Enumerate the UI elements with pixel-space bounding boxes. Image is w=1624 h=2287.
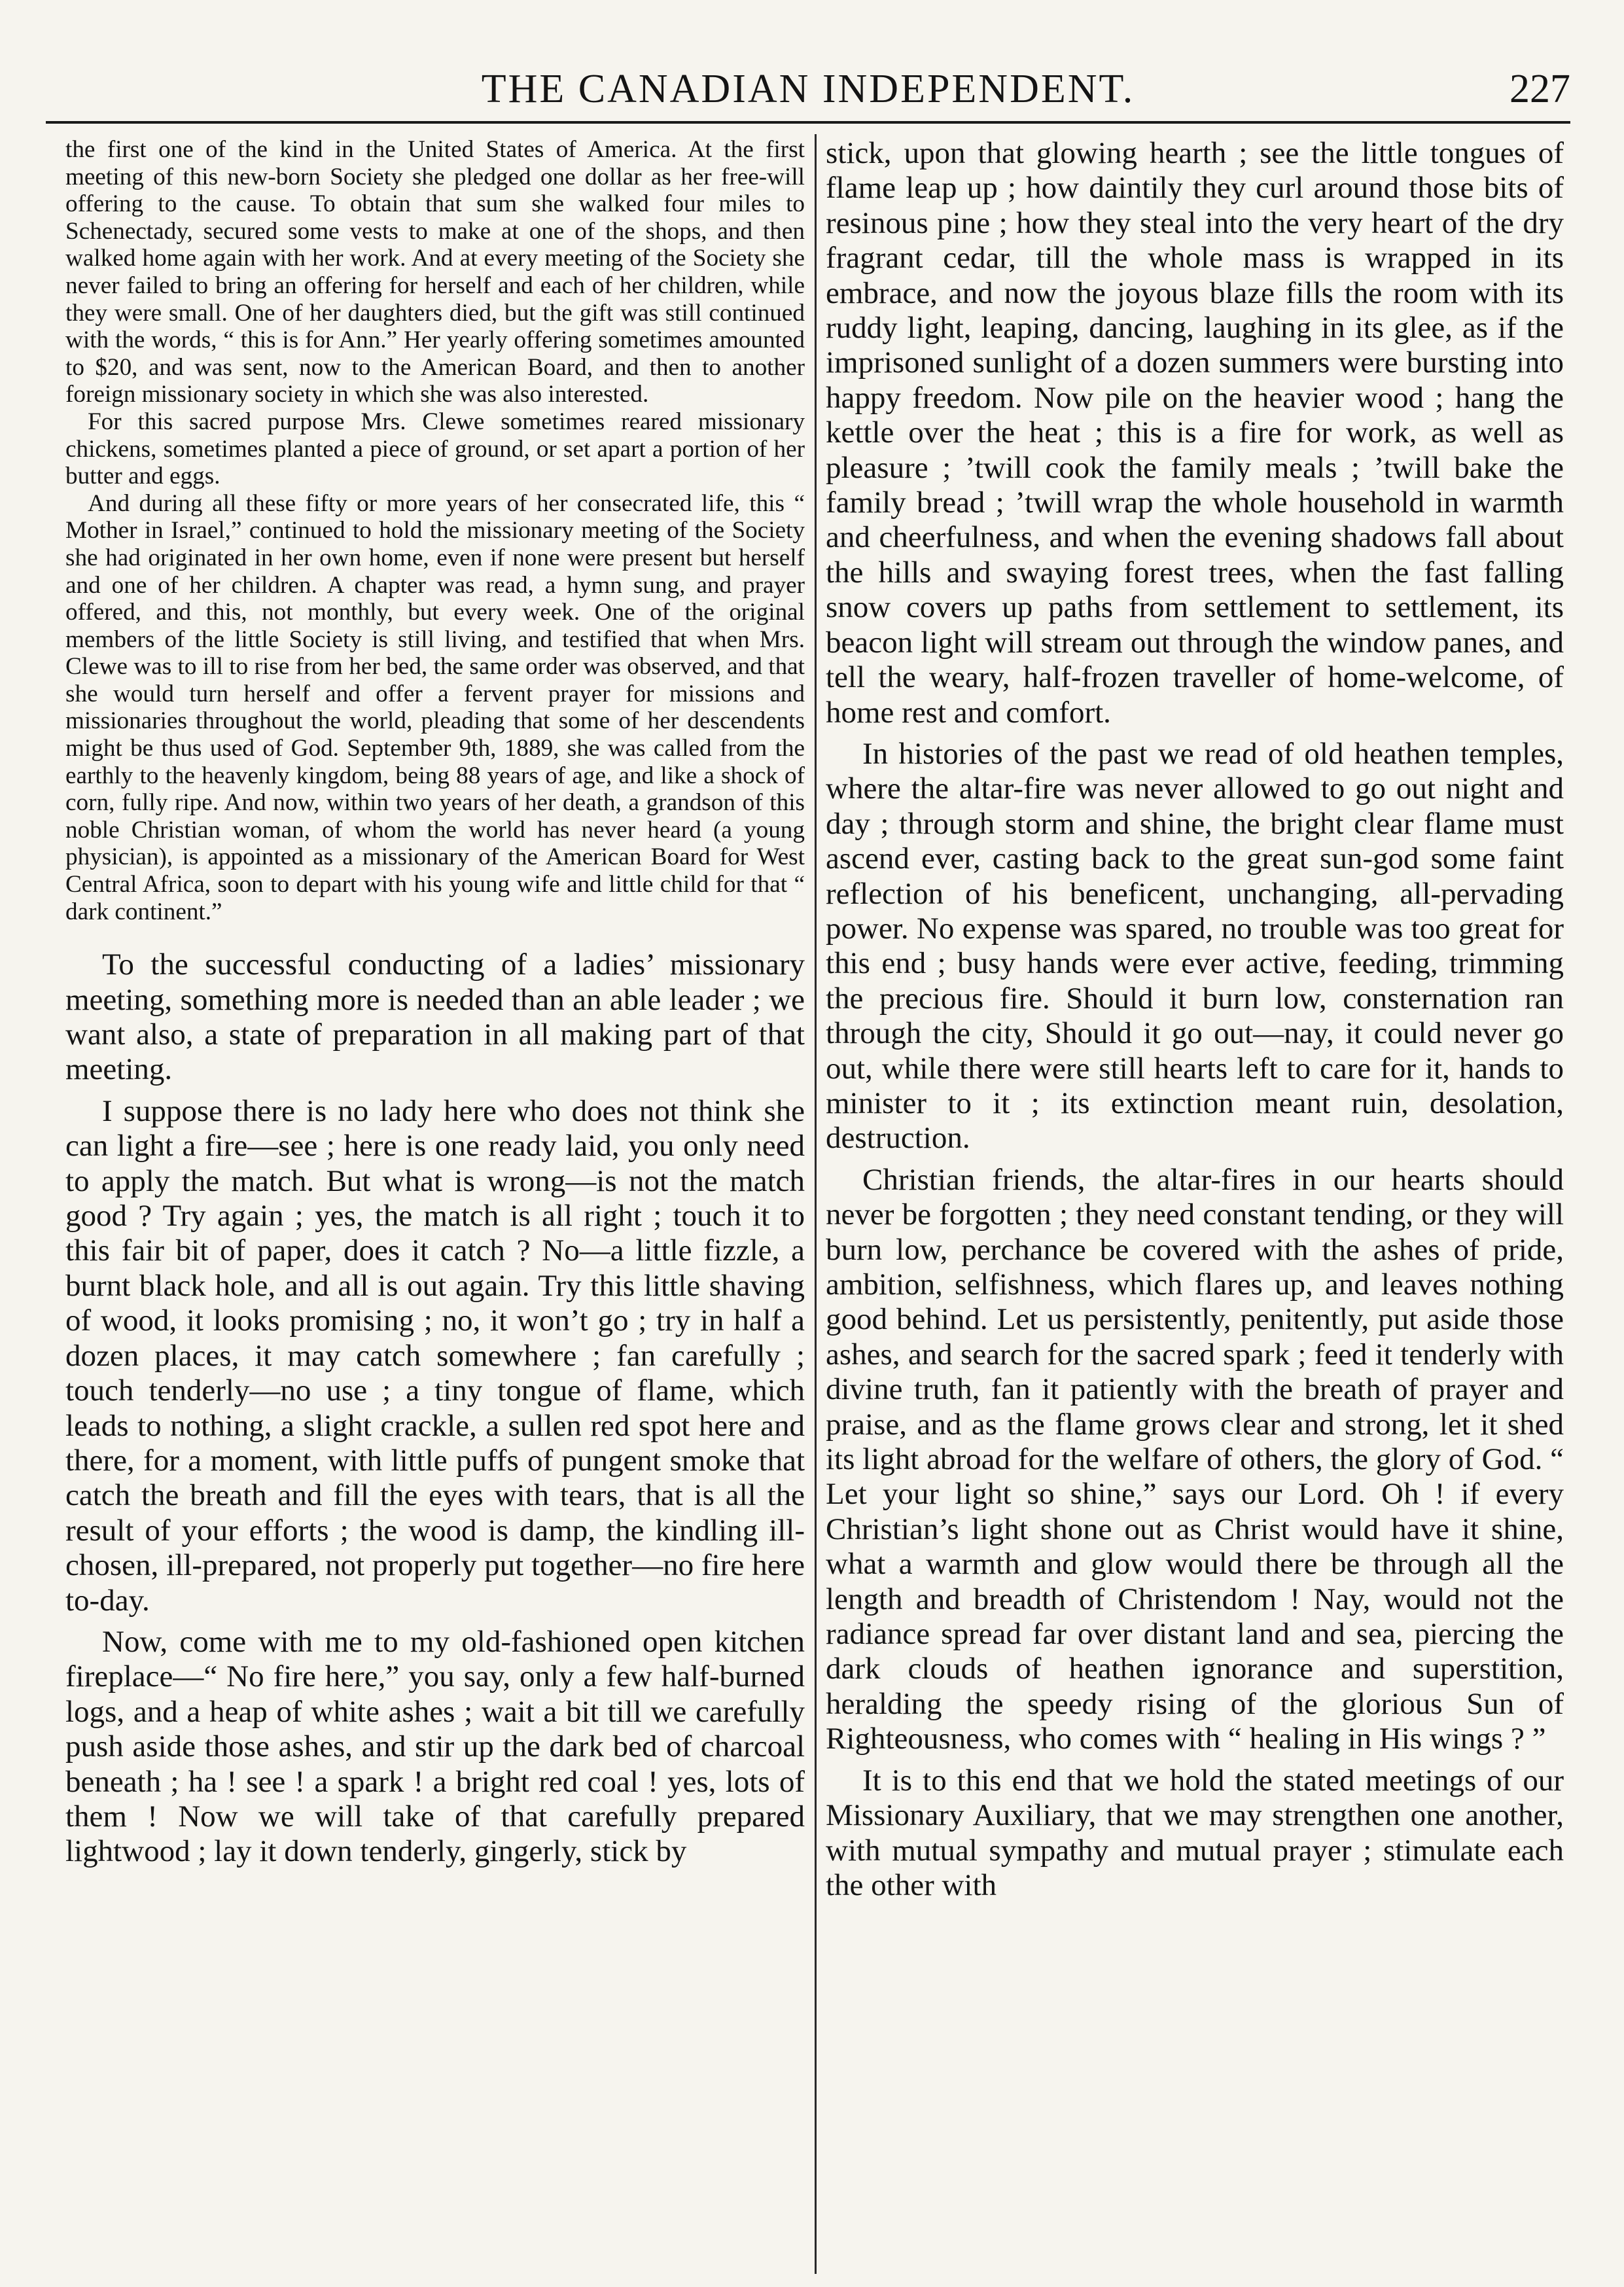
paragraph: Now, come with me to my old-fashioned open kitchen fireplace—“ No fire here,” you say, only a few half-burned logs, and a heap of white ashes ; wait a bit till we carefully push aside those ashes, and stir up the dark bed of charcoal beneath ; ha ! see ! a spark ! a bright red coal ! yes, lots of them ! Now we will take of that carefully prepared lightwood ; lay it down tenderly, gingerly, stick by (65, 1624, 805, 1869)
paragraph: For this sacred purpose Mrs. Clewe sometimes reared missionary chickens, sometimes planted a piece of ground, or set apart a portion of her butter and eggs. (65, 408, 805, 490)
paragraph: It is to this end that we hold the stated meetings of our Missionary Auxiliary, that we may strengthen one another, with mutual sympathy and mutual prayer ; stimulate each the other with (826, 1763, 1564, 1902)
left-column (65, 136, 805, 2269)
essay-block-right (826, 136, 1564, 1903)
page-number: 227 (1509, 67, 1570, 111)
column-divider (815, 134, 817, 2274)
paragraph: In histories of the past we read of old heathen temples, where the altar-fire was never allowed to go out night and day ; through storm and shine, the bright clear flame must ascend ever, casting back to the great sun-god some faint reflection of his beneficent, unchanging, all-pervading power. No expense was spared, no trouble was too great for this end ; busy hands were ever active, feeding, trimming the precious fire. Should it burn low, consternation ran through the city, Should it go out—nay, it could never go out, while there were still hearts left to care for it, hands to minister to it ; its extinction meant ruin, desolation, destruction. (826, 736, 1564, 1156)
paragraph: the first one of the kind in the United States of America. At the first meeting of this new-born Society she pledged one dollar as her free-will offering to the cause. To obtain that sum she walked four miles to Schenectady, secured some vests to make at one of the shops, and then walked home again with her work. And at every meeting of the Society she never failed to bring an offering for herself and each of her children, while they were small. One of her daughters died, but the gift was still continued with the words, “ this is for Ann.” Her yearly offering sometimes amounted to $20, and was sent, now to the American Board, and then to another foreign missionary society in which she was also interested. (65, 136, 805, 408)
right-column (826, 136, 1564, 2269)
obituary-block (65, 136, 805, 925)
paragraph: I suppose there is no lady here who does not think she can light a fire—see ; here is one ready laid, you only need to apply the match. But what is wrong—is not the match good ? Try again ; yes, the match is all right ; touch it to this fair bit of paper, does it catch ? No—a little fizzle, a burnt black hole, and all is out again. Try this little shaving of wood, it looks promising ; no, it won’t go ; try in half a dozen places, it may catch somewhere ; fan carefully ; touch tenderly—no use ; a tiny tongue of flame, which leads to nothing, a slight crackle, a sullen red spot here and there, for a moment, with little puffs of pungent smoke that catch the breath and fill the eyes with tears, that is all the result of your efforts ; the wood is damp, the kindling ill-chosen, ill-prepared, not properly put together—no fire here to-day. (65, 1093, 805, 1618)
paragraph: Christian friends, the altar-fires in our hearts should never be forgotten ; they need constant tending, or they will burn low, perchance be covered with the ashes of pride, ambition, selfishness, which flares up, and leaves nothing good behind. Let us persistently, penitently, put aside those ashes, and search for the sacred spark ; feed it tenderly with divine truth, fan it patiently with the breath of prayer and praise, and as the flame grows clear and strong, let it shed its light abroad for the welfare of others, the glory of God. “ Let your light so shine,” says our Lord. Oh ! if every Christian’s light shone out as Christ would have it shine, what a warmth and glow would there be through all the length and breadth of Christendom ! Nay, would not the radiance spread far over distant land and sea, piercing the dark clouds of heathen ignorance and superstition, heralding the speedy rising of the glorious Sun of Righteousness, who comes with “ healing in His wings ? ” (826, 1162, 1564, 1756)
page-header (46, 62, 1570, 124)
essay-block-left (65, 948, 805, 1870)
paragraph: stick, upon that glowing hearth ; see the little tongues of flame leap up ; how daintily they curl around those bits of resinous pine ; how they steal into the very heart of the dry fragrant cedar, till the whole mass is wrapped in its embrace, and now the joyous blaze fills the room with its ruddy light, leaping, dancing, laughing in its glee, as if the imprisoned sunlight of a dozen summers were bursting into happy freedom. Now pile on the heavier wood ; hang the kettle over the heat ; this is a fire for work, as well as pleasure ; ’twill cook the family meals ; ’twill bake the family bread ; ’twill wrap the whole household in warmth and cheerfulness, and when the evening shadows fall about the hills and swaying forest trees, when the fast falling snow covers up paths from settlement to settlement, its beacon light will stream out through the window panes, and tell the weary, half-frozen traveller of home-welcome, of home rest and comfort. (826, 136, 1564, 730)
paragraph: And during all these fifty or more years of her consecrated life, this “ Mother in Israel,” continued to hold the missionary meeting of the Society she had originated in her own home, even if none were present but herself and one of her children. A chapter was read, a hymn sung, and prayer offered, and this, not monthly, but every week. One of the original members of the little Society is still living, and testified that when Mrs. Clewe was to ill to rise from her bed, the same order was observed, and that she would turn herself and offer a fervent prayer for missions and missionaries throughout the world, pleading that some of her descendents might be thus used of God. September 9th, 1889, she was called from the earthly to the heavenly kingdom, being 88 years of age, and like a shock of corn, fully ripe. And now, within two years of her death, a grandson of this noble Christian woman, of whom the world has never heard (a young physician), is appointed as a missionary of the American Board for West Central Africa, soon to depart with his young wife and little child for that “ dark continent.” (65, 489, 805, 925)
paragraph: To the successful conducting of a ladies’ missionary meeting, something more is needed than an able leader ; we want also, a state of preparation in all making part of that meeting. (65, 948, 805, 1087)
running-head: THE CANADIAN INDEPENDENT. (481, 67, 1135, 111)
